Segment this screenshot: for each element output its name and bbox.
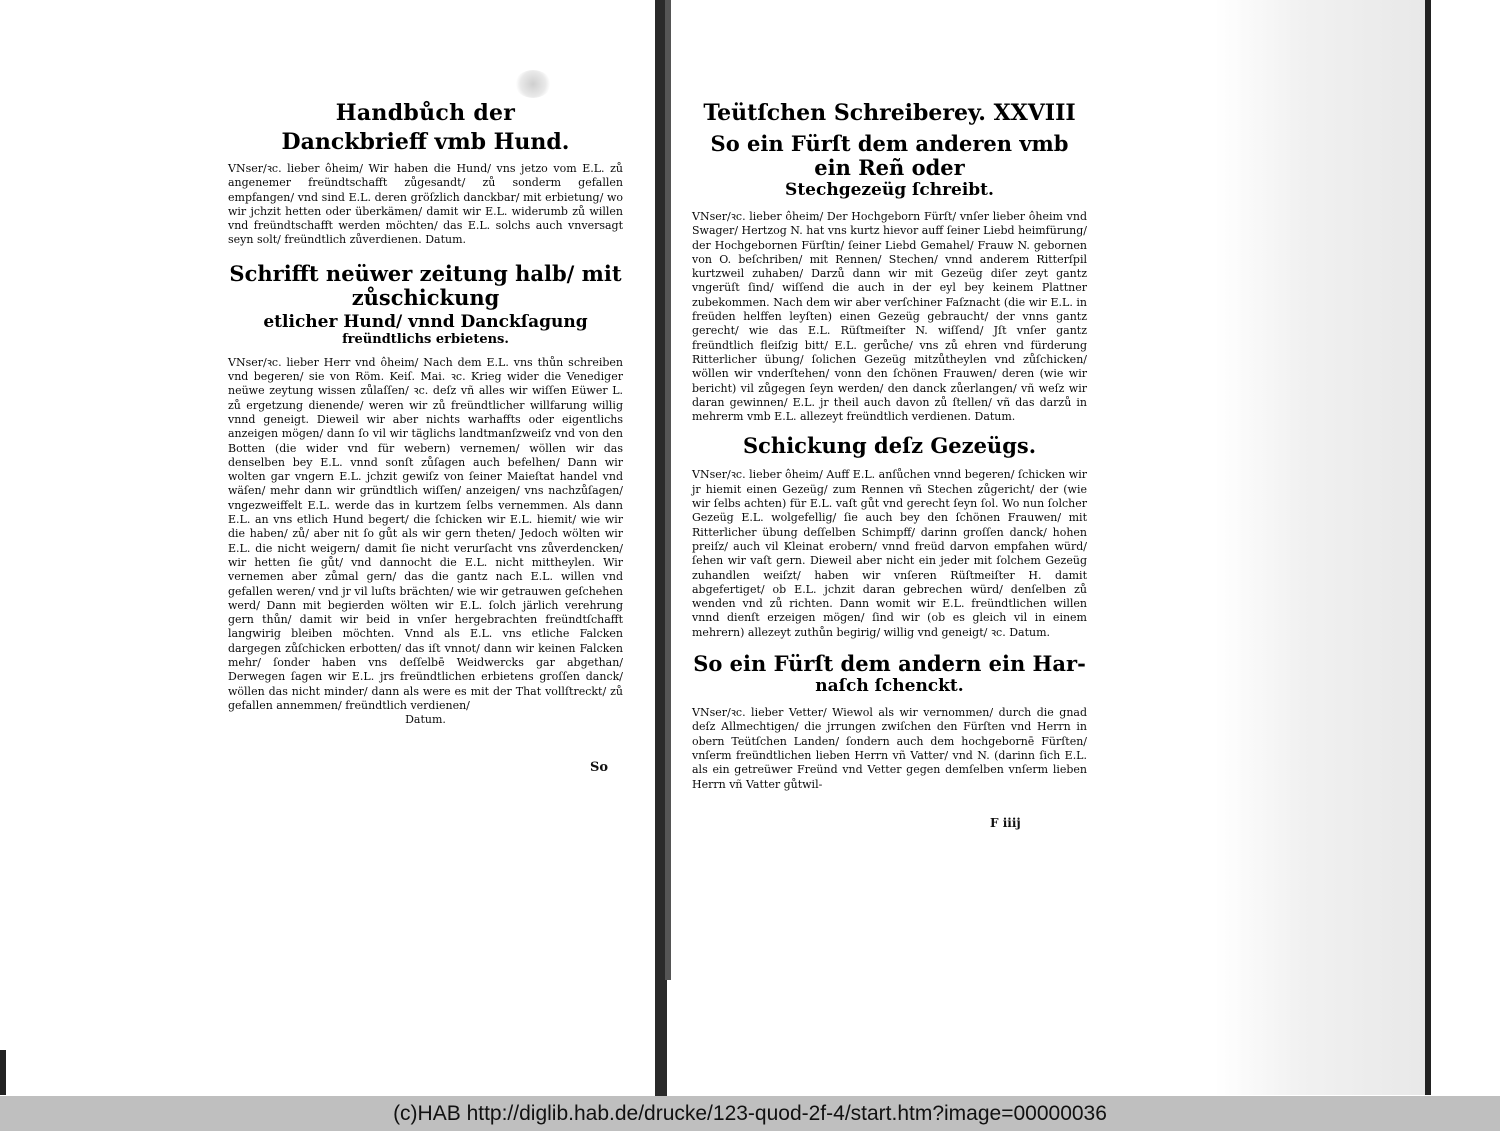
letter-harnasch	[692, 706, 1087, 792]
scan-margin-shade	[1215, 0, 1430, 1095]
scan-corner	[0, 1050, 6, 1095]
running-head-right: Teütſchen Schreiberey. XXVIII	[703, 100, 1076, 126]
heading-schickung: Schickung deſz Gezeügs.	[742, 433, 1037, 459]
letter-danckbrieff	[228, 162, 623, 248]
letter-body: VNser/ꝛc. lieber ôheim/ Der Hochgeborn Fürſt/ vnſer lieber ôheim vnd Swager/ Hertzog N. hat vns kurtz hievor auff ſeiner Liebd heimfürung/ der Hochgebornen Fürſtin/ ſeiner Liebd Gemahel/ Frauw N. gebornen von O. beſchriben/ mit Rennen/ Stechen/ vnnd anderem Ritterſpil kurtzweil zuhaben/ Darzů dann wir mit Gezeüg diſer zeyt gantz vngerüſt ſind/ wiſſend die auch in der eyl bey keinem Plattner zubekommen. Nach dem wir aber verſchiner Faſznacht (die wir E.L. in freüden helffen leyſten) einen Gezeüg gebraucht/ der vnns gantz gerecht/ wie das E.L. Rüſtmeiſter N. wiſſend/ Jſt vnſer gantz freündtlich fleiſzig bitt/ E.L. gerůche/ vns zů ehren vnd fürderung Ritterlicher übung/ ſolichen Gezeüg mitzůtheylen vnd zůſchicken/ wöllen wir vnderſtehen/ vonn den ſchönen Frauwen/ deren (wie wir bericht) vil zůgegen ſeyn werden/ den danck zůerlangen/ vñ weſz wir daran gewinnen/ E.L. jr theil auch davon zů ſtellen/ vñ das darzů in mehrerm vmb E.L. allezeyt freündtlich verdienen. Datum.	[692, 210, 1087, 424]
heading-schrifft-line3: freündtlichs erbietens.	[342, 331, 509, 347]
heading-rennzeug-line2: Stechgezeüg ſchreibt.	[785, 180, 994, 200]
heading-rennzeug: So ein Fürſt dem anderen vmb ein Reñ oder	[710, 131, 1069, 180]
running-head-left: Handbůch der	[335, 100, 516, 126]
letter-body: VNser/ꝛc. lieber Vetter/ Wiewol als wir vernommen/ durch die gnad deſz Allmechtigen/ die jrrungen zwiſchen den Fürſten vnd Herrn in obern Teütſchen Landen/ ſondern auch dem hochgebornē Fürſten/ vnſerm freündtlichen lieben Herrn vñ Vatter/ vnd N. (darinn ſich E.L. als ein getreüwer Freünd vnd Vetter gegen demſelben vnſerm lieben Herrn vñ Vatter gůtwil-	[692, 706, 1087, 791]
copyright-footer	[0, 1096, 1500, 1131]
letter-body: VNser/ꝛc. lieber ôheim/ Auff E.L. anſůchen vnnd begeren/ ſchicken wir jr hiemit einen Gezeüg/ zum Rennen vñ Stechen zůgericht/ der (wie wir ſelbs achten) für E.L. vaſt gůt vnd gerecht ſeyn ſol. Wo nun ſolcher Gezeüg E.L. wolgefellig/ ſie auch bey den ſchönen Frauwen/ mit Ritterlicher übung deſſelben Schimpff/ darinn groſſen danck/ hohen preiſz/ auch vil Kleinat erobern/ vnnd freüd darvon empfahen würd/ ſehen wir vaſt gern. Dieweil aber nicht ein jeder mit ſolchem Gezeüg zuhandlen weiſzt/ haben wir vnſeren Rüſtmeiſter H. damit abgefertiget/ ob E.L. jchzit daran gebrechen würd/ denſelben zů wenden vnd zů richten. Dann womit wir E.L. freündtlichen willen vnnd dienſt erzeigen mögen/ ſind wir (ob es gleich vil in einem mehrern) allezeyt zuthůn begirig/ willig vnd geneigt/ ꝛc. Datum.	[692, 468, 1087, 639]
letter-body: VNser/ꝛc. lieber ôheim/ Wir haben die Hund/ vns jetzo vom E.L. zů angenemer freündtschafft zůgesandt/ zů sonderm gefallen empfangen/ vnd sind E.L. deren gröſzlich danckbar/ mit erbietung/ wo wir jchzit hetten oder überkämen/ damit wir E.L. widerumb zů willen vnd freündtschafft werden möchten/ das E.L. solchs auch vnversagt seyn solt/ freündtlich zůverdienen. Datum.	[228, 162, 623, 247]
left-page	[228, 100, 623, 728]
heading-schrifft: Schrifft neüwer zeitung halb/ mit zůschickung	[229, 260, 622, 310]
heading-danckbrieff: Danckbrieff vmb Hund.	[281, 129, 570, 155]
footer-text: (c)HAB http://diglib.hab.de/drucke/123-quod-2f-4/start.htm?image=00000036	[393, 1101, 1107, 1125]
letter-rennzeug	[692, 210, 1087, 424]
right-page	[692, 100, 1087, 792]
letter-schickung	[692, 468, 1087, 640]
scan-edge	[1425, 0, 1431, 1095]
datum: Datum.	[405, 713, 446, 727]
letter-neuwer-zeitung	[228, 356, 623, 713]
letter-body: VNser/ꝛc. lieber Herr vnd ôheim/ Nach dem E.L. vns thůn schreiben vnd begeren/ sie von Röm. Keiſ. Mai. ꝛc. Krieg wider die Venediger neüwe zeytung wissen zůlaſſen/ ꝛc. deſz vñ alles wir wiſſen Eüwer L. zů ergetzung dienende/ weren wir zů freündtlicher willfarung willig vnnd geneigt. Dieweil wir aber nichts warhaffts oder eigentlichs anzeigen mögen/ dann ſo vil wir täglichs landtmanſzweiſz vnd von den Botten (die wider vnd für webern) vernemen/ wöllen wir das denselben bey E.L. vnnd sonſt zůſagen auch befelhen/ Dann wir wolten gar vngern E.L. jchzit gewiſz von ſeiner Maieſtat handel vnd wäſen/ mehr dann wir gründtlich wiſſen/ anzeigen/ vns nachzůſagen/ vngezweiffelt E.L. werde das in kurtzem ſelbs vernemmen. Als dann E.L. an vns etlich Hund begert/ die ſchicken wir E.L. hiemit/ wie wir die haben/ zů/ aber nit ſo gůt als wir gern theten/ Jedoch wölten wir E.L. die nicht weigern/ damit ſie nicht verurſacht vns zůverdencken/ wir hetten ſie gůt/ vnd dannocht die E.L. nicht mittheylen. Wir vernemen aber zůmal gern/ das die gantz nach E.L. willen vnd gefallen weren/ vnd jr vil luſts brächten/ wie wir getrauwen geſchehen werd/ Dann mit begierden wölten wir E.L. ſolch järlich verehrung gern thůn/ damit wir beid in vnſer hergebrachten freündtſchafft langwirig bleiben möchten. Vnnd als E.L. vns etliche Falcken dargegen zůſchicken erbotten/ das iſt vnnot/ dann wir keinen Falcken mehr/ ſonder haben vns deſſelbē Weidwercks gar abgethan/ Derwegen ſagen wir E.L. jrs freündtlichen erbietens groſſen danck/ wöllen das nicht minder/ dann als were es mit der That vollſtreckt/ zů gefallen annemmen/ freündtlich verdienen/	[228, 355, 623, 712]
heading-harnasch: So ein Fürſt dem andern ein Har-	[693, 651, 1086, 677]
paper-stain	[515, 70, 551, 98]
heading-schrifft-line2: etlicher Hund/ vnnd Danckſagung	[263, 311, 588, 332]
catchword: So	[590, 760, 609, 775]
signature-mark: F iiij	[990, 816, 1021, 830]
heading-harnasch-line2: naſch ſchenckt.	[815, 676, 964, 697]
page-edge	[665, 0, 671, 980]
